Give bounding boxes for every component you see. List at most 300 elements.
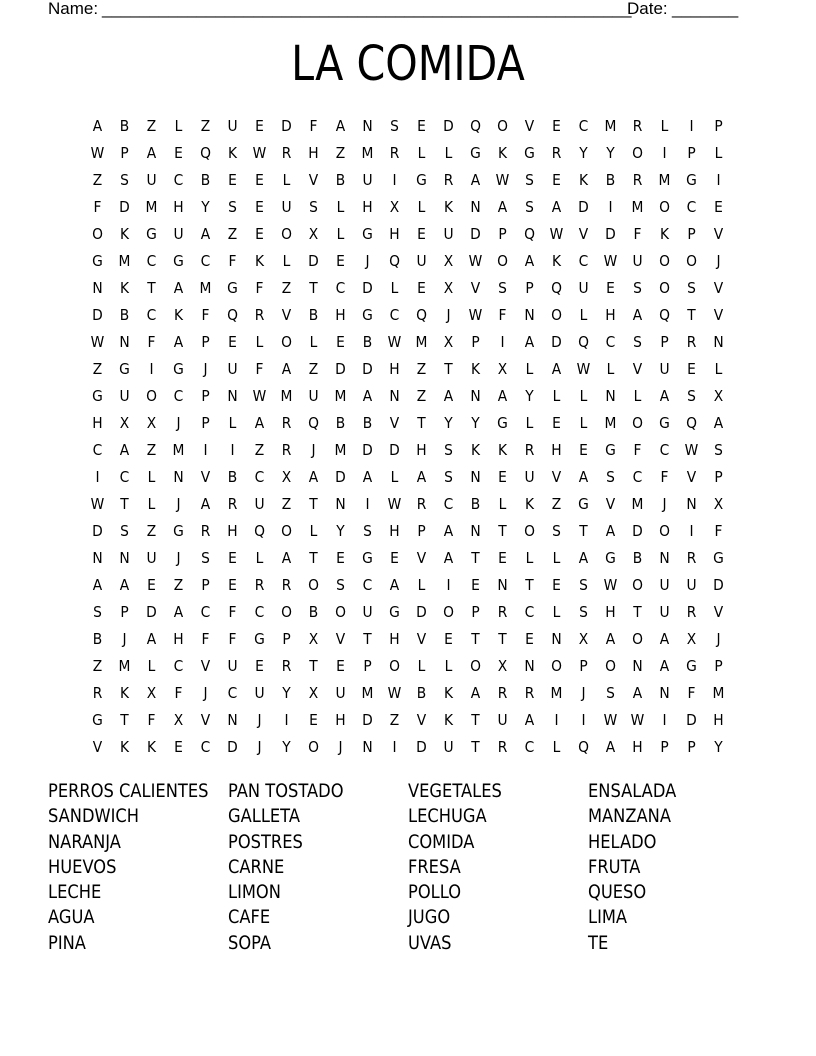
grid-letter[interactable]: J bbox=[716, 251, 721, 270]
grid-letter[interactable]: B bbox=[362, 413, 373, 432]
grid-letter[interactable]: D bbox=[362, 278, 373, 297]
grid-letter[interactable]: A bbox=[281, 359, 292, 378]
grid-letter[interactable]: Y bbox=[606, 143, 615, 162]
grid-letter[interactable]: S bbox=[606, 683, 615, 702]
grid-letter[interactable]: Q bbox=[200, 143, 211, 162]
grid-letter[interactable]: A bbox=[605, 737, 616, 756]
grid-letter[interactable]: O bbox=[281, 332, 292, 351]
grid-letter[interactable]: Y bbox=[282, 737, 291, 756]
grid-letter[interactable]: H bbox=[605, 602, 616, 621]
grid-letter[interactable]: W bbox=[252, 386, 267, 405]
grid-letter[interactable]: L bbox=[417, 143, 426, 162]
grid-letter[interactable]: H bbox=[389, 359, 400, 378]
grid-letter[interactable]: B bbox=[119, 305, 130, 324]
grid-letter[interactable]: Z bbox=[416, 359, 427, 378]
grid-letter[interactable]: D bbox=[605, 224, 616, 243]
grid-letter[interactable]: F bbox=[498, 305, 507, 324]
grid-letter[interactable]: K bbox=[173, 305, 184, 324]
grid-letter[interactable]: P bbox=[660, 332, 669, 351]
grid-letter[interactable]: A bbox=[416, 467, 427, 486]
grid-letter[interactable]: E bbox=[417, 278, 426, 297]
grid-letter[interactable]: L bbox=[498, 494, 507, 513]
grid-letter[interactable]: J bbox=[257, 710, 262, 729]
grid-letter[interactable]: B bbox=[200, 170, 211, 189]
grid-letter[interactable]: X bbox=[281, 467, 292, 486]
grid-letter[interactable]: T bbox=[309, 656, 318, 675]
grid-letter[interactable]: M bbox=[415, 332, 428, 351]
grid-letter[interactable]: P bbox=[471, 332, 480, 351]
grid-letter[interactable]: A bbox=[578, 548, 589, 567]
grid-letter[interactable]: O bbox=[146, 386, 157, 405]
grid-letter[interactable]: Z bbox=[551, 494, 562, 513]
grid-letter[interactable]: T bbox=[498, 629, 507, 648]
grid-letter[interactable]: O bbox=[281, 521, 292, 540]
grid-letter[interactable]: Z bbox=[146, 440, 157, 459]
grid-letter[interactable]: L bbox=[660, 116, 669, 135]
grid-letter[interactable]: E bbox=[255, 197, 264, 216]
grid-letter[interactable]: I bbox=[608, 197, 613, 216]
grid-letter[interactable]: N bbox=[119, 332, 130, 351]
grid-letter[interactable]: R bbox=[416, 494, 427, 513]
grid-letter[interactable]: C bbox=[659, 440, 670, 459]
grid-letter[interactable]: D bbox=[443, 116, 454, 135]
grid-letter[interactable]: M bbox=[145, 197, 158, 216]
grid-letter[interactable]: C bbox=[443, 494, 454, 513]
grid-letter[interactable]: L bbox=[444, 143, 453, 162]
grid-letter[interactable]: M bbox=[604, 413, 617, 432]
grid-letter[interactable]: G bbox=[254, 629, 265, 648]
grid-letter[interactable]: L bbox=[525, 413, 534, 432]
grid-letter[interactable]: S bbox=[633, 278, 642, 297]
grid-letter[interactable]: A bbox=[200, 224, 211, 243]
grid-letter[interactable]: P bbox=[687, 143, 696, 162]
grid-letter[interactable]: V bbox=[713, 305, 724, 324]
grid-letter[interactable]: G bbox=[524, 143, 535, 162]
grid-letter[interactable]: A bbox=[254, 413, 265, 432]
grid-letter[interactable]: O bbox=[92, 224, 103, 243]
grid-letter[interactable]: O bbox=[497, 251, 508, 270]
grid-letter[interactable]: Q bbox=[578, 332, 589, 351]
grid-letter[interactable]: E bbox=[687, 359, 696, 378]
grid-letter[interactable]: R bbox=[497, 683, 508, 702]
grid-letter[interactable]: C bbox=[362, 575, 373, 594]
grid-letter[interactable]: Y bbox=[579, 143, 588, 162]
grid-letter[interactable]: K bbox=[146, 737, 157, 756]
grid-letter[interactable]: T bbox=[471, 710, 480, 729]
grid-letter[interactable]: U bbox=[443, 224, 454, 243]
grid-letter[interactable]: D bbox=[362, 359, 373, 378]
grid-letter[interactable]: D bbox=[551, 332, 562, 351]
grid-letter[interactable]: A bbox=[578, 467, 589, 486]
grid-letter[interactable]: P bbox=[201, 332, 210, 351]
grid-letter[interactable]: O bbox=[308, 575, 319, 594]
grid-letter[interactable]: C bbox=[605, 332, 616, 351]
grid-letter[interactable]: A bbox=[389, 575, 400, 594]
grid-letter[interactable]: A bbox=[443, 386, 454, 405]
grid-letter[interactable]: S bbox=[552, 521, 561, 540]
grid-letter[interactable]: Q bbox=[686, 413, 697, 432]
grid-letter[interactable]: P bbox=[363, 656, 372, 675]
grid-letter[interactable]: A bbox=[173, 332, 184, 351]
grid-letter[interactable]: W bbox=[387, 332, 402, 351]
grid-letter[interactable]: A bbox=[632, 683, 643, 702]
grid-letter[interactable]: R bbox=[254, 575, 265, 594]
grid-letter[interactable]: N bbox=[605, 386, 616, 405]
grid-letter[interactable]: E bbox=[228, 575, 237, 594]
grid-letter[interactable]: X bbox=[713, 386, 724, 405]
grid-letter[interactable]: O bbox=[605, 656, 616, 675]
grid-letter[interactable]: G bbox=[119, 359, 130, 378]
grid-letter[interactable]: X bbox=[308, 683, 319, 702]
grid-letter[interactable]: V bbox=[335, 629, 346, 648]
grid-letter[interactable]: U bbox=[659, 359, 670, 378]
grid-letter[interactable]: E bbox=[471, 575, 480, 594]
grid-letter[interactable]: G bbox=[362, 224, 373, 243]
grid-letter[interactable]: S bbox=[336, 575, 345, 594]
grid-letter[interactable]: O bbox=[551, 656, 562, 675]
grid-letter[interactable]: U bbox=[146, 170, 157, 189]
grid-letter[interactable]: U bbox=[281, 197, 292, 216]
grid-letter[interactable]: U bbox=[254, 683, 265, 702]
grid-letter[interactable]: R bbox=[551, 143, 562, 162]
grid-letter[interactable]: V bbox=[470, 278, 481, 297]
grid-letter[interactable]: C bbox=[119, 467, 130, 486]
grid-letter[interactable]: T bbox=[309, 548, 318, 567]
grid-letter[interactable]: D bbox=[92, 521, 103, 540]
grid-letter[interactable]: I bbox=[230, 440, 235, 459]
grid-letter[interactable]: T bbox=[471, 548, 480, 567]
grid-letter[interactable]: G bbox=[362, 305, 373, 324]
grid-letter[interactable]: Q bbox=[659, 305, 670, 324]
grid-letter[interactable]: U bbox=[173, 224, 184, 243]
grid-letter[interactable]: Q bbox=[578, 737, 589, 756]
grid-letter[interactable]: S bbox=[444, 440, 453, 459]
grid-letter[interactable]: L bbox=[147, 656, 156, 675]
grid-letter[interactable]: C bbox=[578, 251, 589, 270]
grid-letter[interactable]: K bbox=[470, 440, 481, 459]
grid-letter[interactable]: H bbox=[335, 710, 346, 729]
grid-letter[interactable]: K bbox=[227, 143, 238, 162]
grid-letter[interactable]: F bbox=[228, 629, 237, 648]
grid-letter[interactable]: N bbox=[173, 467, 184, 486]
grid-letter[interactable]: W bbox=[90, 143, 105, 162]
grid-letter[interactable]: A bbox=[632, 305, 643, 324]
grid-letter[interactable]: H bbox=[227, 521, 238, 540]
grid-letter[interactable]: I bbox=[500, 332, 505, 351]
grid-letter[interactable]: D bbox=[92, 305, 103, 324]
grid-letter[interactable]: S bbox=[687, 278, 696, 297]
grid-letter[interactable]: U bbox=[362, 170, 373, 189]
grid-letter[interactable]: V bbox=[308, 170, 319, 189]
grid-letter[interactable]: V bbox=[200, 656, 211, 675]
grid-letter[interactable]: E bbox=[525, 629, 534, 648]
grid-letter[interactable]: L bbox=[552, 602, 561, 621]
grid-letter[interactable]: A bbox=[524, 251, 535, 270]
grid-letter[interactable]: U bbox=[686, 575, 697, 594]
grid-letter[interactable]: G bbox=[659, 413, 670, 432]
grid-letter[interactable]: E bbox=[255, 656, 264, 675]
grid-letter[interactable]: O bbox=[335, 602, 346, 621]
grid-letter[interactable]: N bbox=[389, 386, 400, 405]
grid-letter[interactable]: J bbox=[338, 737, 343, 756]
grid-letter[interactable]: B bbox=[470, 494, 481, 513]
grid-letter[interactable]: J bbox=[311, 440, 316, 459]
grid-letter[interactable]: T bbox=[633, 602, 642, 621]
grid-letter[interactable]: R bbox=[524, 683, 535, 702]
grid-letter[interactable]: V bbox=[605, 494, 616, 513]
grid-letter[interactable]: X bbox=[443, 251, 454, 270]
grid-letter[interactable]: F bbox=[660, 467, 669, 486]
grid-letter[interactable]: I bbox=[203, 440, 208, 459]
grid-letter[interactable]: J bbox=[365, 251, 370, 270]
grid-letter[interactable]: U bbox=[497, 710, 508, 729]
grid-letter[interactable]: P bbox=[282, 629, 291, 648]
grid-letter[interactable]: P bbox=[201, 575, 210, 594]
grid-letter[interactable]: N bbox=[524, 656, 535, 675]
grid-letter[interactable]: E bbox=[417, 224, 426, 243]
grid-letter[interactable]: L bbox=[606, 359, 615, 378]
grid-letter[interactable]: V bbox=[200, 710, 211, 729]
grid-letter[interactable]: Y bbox=[282, 683, 291, 702]
grid-letter[interactable]: O bbox=[632, 143, 643, 162]
grid-letter[interactable]: Z bbox=[416, 386, 427, 405]
grid-letter[interactable]: V bbox=[524, 116, 535, 135]
grid-letter[interactable]: Q bbox=[470, 116, 481, 135]
grid-letter[interactable]: S bbox=[579, 575, 588, 594]
grid-letter[interactable]: A bbox=[173, 278, 184, 297]
grid-letter[interactable]: W bbox=[252, 143, 267, 162]
grid-letter[interactable]: S bbox=[633, 332, 642, 351]
grid-letter[interactable]: V bbox=[416, 629, 427, 648]
grid-letter[interactable]: L bbox=[390, 467, 399, 486]
grid-letter[interactable]: O bbox=[281, 602, 292, 621]
grid-letter[interactable]: X bbox=[119, 413, 130, 432]
grid-letter[interactable]: V bbox=[686, 467, 697, 486]
grid-letter[interactable]: N bbox=[470, 467, 481, 486]
grid-letter[interactable]: W bbox=[90, 494, 105, 513]
grid-letter[interactable]: E bbox=[552, 170, 561, 189]
grid-letter[interactable]: E bbox=[255, 170, 264, 189]
grid-letter[interactable]: G bbox=[173, 251, 184, 270]
grid-letter[interactable]: Z bbox=[335, 143, 346, 162]
grid-letter[interactable]: O bbox=[632, 413, 643, 432]
grid-letter[interactable]: T bbox=[471, 737, 480, 756]
grid-letter[interactable]: N bbox=[92, 278, 103, 297]
grid-letter[interactable]: T bbox=[444, 359, 453, 378]
grid-letter[interactable]: L bbox=[255, 332, 264, 351]
grid-letter[interactable]: U bbox=[659, 575, 670, 594]
grid-letter[interactable]: L bbox=[282, 170, 291, 189]
grid-letter[interactable]: T bbox=[309, 278, 318, 297]
grid-letter[interactable]: I bbox=[662, 143, 667, 162]
grid-letter[interactable]: I bbox=[689, 521, 694, 540]
grid-letter[interactable]: V bbox=[416, 548, 427, 567]
grid-letter[interactable]: M bbox=[280, 386, 293, 405]
grid-letter[interactable]: V bbox=[632, 359, 643, 378]
grid-letter[interactable]: K bbox=[497, 143, 508, 162]
grid-letter[interactable]: R bbox=[686, 332, 697, 351]
grid-letter[interactable]: F bbox=[228, 602, 237, 621]
grid-letter[interactable]: O bbox=[632, 629, 643, 648]
grid-letter[interactable]: J bbox=[176, 413, 181, 432]
grid-letter[interactable]: P bbox=[471, 602, 480, 621]
grid-letter[interactable]: U bbox=[146, 548, 157, 567]
grid-letter[interactable]: Z bbox=[92, 170, 103, 189]
grid-letter[interactable]: X bbox=[146, 683, 157, 702]
grid-letter[interactable]: I bbox=[662, 710, 667, 729]
grid-letter[interactable]: I bbox=[554, 710, 559, 729]
grid-letter[interactable]: S bbox=[390, 116, 399, 135]
grid-letter[interactable]: O bbox=[659, 251, 670, 270]
grid-letter[interactable]: T bbox=[309, 494, 318, 513]
grid-letter[interactable]: I bbox=[392, 737, 397, 756]
grid-letter[interactable]: V bbox=[200, 467, 211, 486]
grid-letter[interactable]: H bbox=[389, 521, 400, 540]
grid-letter[interactable]: D bbox=[227, 737, 238, 756]
grid-letter[interactable]: N bbox=[119, 548, 130, 567]
grid-letter[interactable]: D bbox=[686, 710, 697, 729]
grid-letter[interactable]: S bbox=[714, 440, 723, 459]
grid-letter[interactable]: K bbox=[443, 710, 454, 729]
grid-letter[interactable]: L bbox=[714, 143, 723, 162]
grid-letter[interactable]: M bbox=[631, 197, 644, 216]
grid-letter[interactable]: P bbox=[687, 737, 696, 756]
grid-letter[interactable]: I bbox=[149, 359, 154, 378]
grid-letter[interactable]: G bbox=[470, 143, 481, 162]
grid-letter[interactable]: O bbox=[659, 197, 670, 216]
grid-letter[interactable]: N bbox=[92, 548, 103, 567]
grid-letter[interactable]: L bbox=[282, 251, 291, 270]
grid-letter[interactable]: V bbox=[92, 737, 103, 756]
grid-letter[interactable]: Z bbox=[146, 521, 157, 540]
grid-letter[interactable]: C bbox=[200, 251, 211, 270]
grid-letter[interactable]: U bbox=[227, 359, 238, 378]
grid-letter[interactable]: P bbox=[120, 602, 129, 621]
grid-letter[interactable]: D bbox=[362, 440, 373, 459]
grid-letter[interactable]: J bbox=[176, 548, 181, 567]
grid-letter[interactable]: D bbox=[146, 602, 157, 621]
grid-letter[interactable]: A bbox=[362, 467, 373, 486]
grid-letter[interactable]: E bbox=[498, 467, 507, 486]
grid-letter[interactable]: L bbox=[579, 386, 588, 405]
date-field[interactable]: _______ bbox=[672, 0, 739, 18]
grid-letter[interactable]: O bbox=[632, 575, 643, 594]
grid-letter[interactable]: R bbox=[92, 683, 103, 702]
grid-letter[interactable]: M bbox=[658, 170, 671, 189]
grid-letter[interactable]: M bbox=[361, 143, 374, 162]
grid-letter[interactable]: K bbox=[578, 170, 589, 189]
grid-letter[interactable]: M bbox=[334, 386, 347, 405]
grid-letter[interactable]: R bbox=[281, 413, 292, 432]
grid-letter[interactable]: L bbox=[714, 359, 723, 378]
grid-letter[interactable]: G bbox=[389, 602, 400, 621]
grid-letter[interactable]: G bbox=[173, 359, 184, 378]
grid-letter[interactable]: H bbox=[713, 710, 724, 729]
grid-letter[interactable]: H bbox=[605, 305, 616, 324]
grid-letter[interactable]: E bbox=[309, 710, 318, 729]
grid-letter[interactable]: K bbox=[470, 359, 481, 378]
grid-letter[interactable]: L bbox=[417, 656, 426, 675]
grid-letter[interactable]: S bbox=[201, 548, 210, 567]
grid-letter[interactable]: K bbox=[254, 251, 265, 270]
grid-letter[interactable]: K bbox=[659, 224, 670, 243]
grid-letter[interactable]: A bbox=[659, 386, 670, 405]
grid-letter[interactable]: N bbox=[686, 494, 697, 513]
grid-letter[interactable]: E bbox=[255, 116, 264, 135]
grid-letter[interactable]: T bbox=[579, 521, 588, 540]
grid-letter[interactable]: L bbox=[147, 467, 156, 486]
grid-letter[interactable]: G bbox=[713, 548, 724, 567]
grid-letter[interactable]: G bbox=[578, 494, 589, 513]
grid-letter[interactable]: R bbox=[254, 305, 265, 324]
grid-letter[interactable]: B bbox=[416, 683, 427, 702]
grid-letter[interactable]: K bbox=[497, 440, 508, 459]
grid-letter[interactable]: J bbox=[203, 683, 208, 702]
grid-letter[interactable]: A bbox=[146, 143, 157, 162]
grid-letter[interactable]: O bbox=[470, 656, 481, 675]
grid-letter[interactable]: Z bbox=[308, 359, 319, 378]
grid-letter[interactable]: D bbox=[335, 359, 346, 378]
grid-letter[interactable]: E bbox=[255, 224, 264, 243]
grid-letter[interactable]: X bbox=[497, 656, 508, 675]
grid-letter[interactable]: T bbox=[120, 494, 129, 513]
grid-letter[interactable]: M bbox=[631, 494, 644, 513]
grid-letter[interactable]: T bbox=[417, 413, 426, 432]
grid-letter[interactable]: M bbox=[550, 683, 563, 702]
grid-letter[interactable]: D bbox=[713, 575, 724, 594]
grid-letter[interactable]: N bbox=[713, 332, 724, 351]
grid-letter[interactable]: N bbox=[362, 737, 373, 756]
grid-letter[interactable]: A bbox=[281, 548, 292, 567]
grid-letter[interactable]: E bbox=[228, 332, 237, 351]
grid-letter[interactable]: P bbox=[714, 116, 723, 135]
grid-letter[interactable]: Q bbox=[227, 305, 238, 324]
grid-letter[interactable]: V bbox=[713, 224, 724, 243]
grid-letter[interactable]: W bbox=[603, 710, 618, 729]
grid-letter[interactable]: Y bbox=[336, 521, 345, 540]
grid-letter[interactable]: B bbox=[92, 629, 103, 648]
grid-letter[interactable]: N bbox=[227, 386, 238, 405]
grid-letter[interactable]: M bbox=[361, 683, 374, 702]
grid-letter[interactable]: G bbox=[686, 170, 697, 189]
grid-letter[interactable]: E bbox=[336, 332, 345, 351]
grid-letter[interactable]: Y bbox=[471, 413, 480, 432]
grid-letter[interactable]: S bbox=[525, 170, 534, 189]
grid-letter[interactable]: K bbox=[443, 197, 454, 216]
grid-letter[interactable]: N bbox=[524, 305, 535, 324]
grid-letter[interactable]: B bbox=[308, 602, 319, 621]
grid-letter[interactable]: V bbox=[713, 278, 724, 297]
grid-letter[interactable]: H bbox=[632, 737, 643, 756]
grid-letter[interactable]: A bbox=[92, 575, 103, 594]
grid-letter[interactable]: P bbox=[525, 278, 534, 297]
grid-letter[interactable]: F bbox=[633, 440, 642, 459]
grid-letter[interactable]: Y bbox=[444, 413, 453, 432]
grid-letter[interactable]: L bbox=[579, 305, 588, 324]
grid-letter[interactable]: Z bbox=[227, 224, 238, 243]
grid-letter[interactable]: F bbox=[255, 359, 264, 378]
grid-letter[interactable]: M bbox=[118, 656, 131, 675]
grid-letter[interactable]: B bbox=[632, 548, 643, 567]
grid-letter[interactable]: W bbox=[576, 359, 591, 378]
grid-letter[interactable]: K bbox=[119, 683, 130, 702]
grid-letter[interactable]: G bbox=[92, 386, 103, 405]
grid-letter[interactable]: G bbox=[605, 440, 616, 459]
grid-letter[interactable]: D bbox=[308, 251, 319, 270]
grid-letter[interactable]: E bbox=[444, 629, 453, 648]
grid-letter[interactable]: A bbox=[362, 386, 373, 405]
grid-letter[interactable]: C bbox=[254, 467, 265, 486]
